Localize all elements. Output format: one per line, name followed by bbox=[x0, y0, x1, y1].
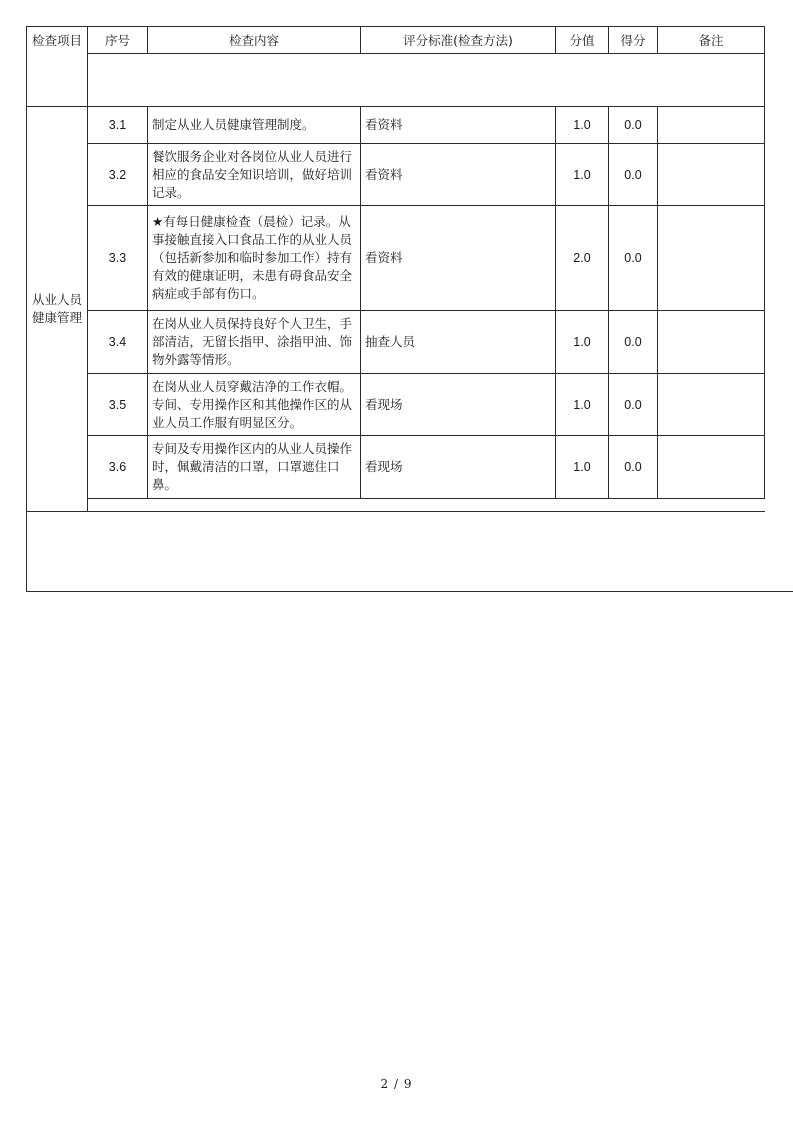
table-row-remark[interactable] bbox=[658, 374, 764, 435]
table-row-method bbox=[361, 206, 555, 310]
row-content-text: ★有每日健康检查（晨检）记录。从事接触直接入口食品工作的从业人员（包括新参加和临时参加工作）持有有效的健康证明，未患有碍食品安全病症或手部有伤口。 bbox=[152, 214, 353, 301]
row-number: 3.1 bbox=[108, 118, 127, 132]
header-label: 得分 bbox=[620, 33, 646, 48]
table-row-score-value bbox=[556, 144, 608, 205]
group-label-line: 从业人员 bbox=[31, 292, 82, 307]
header-label: 序号 bbox=[104, 33, 130, 48]
header-cell-method bbox=[361, 27, 555, 53]
header-row-divider bbox=[87, 53, 765, 54]
header-label: 分值 bbox=[569, 33, 595, 48]
table-row-content bbox=[148, 144, 360, 205]
table-row-method bbox=[361, 144, 555, 205]
header-label: 备注 bbox=[698, 33, 724, 48]
row-content-text: 专间及专用操作区内的从业人员操作时，佩戴清洁的口罩，口罩遮住口鼻。 bbox=[152, 441, 353, 492]
table-row-score-value bbox=[556, 436, 608, 498]
header-cell-score bbox=[609, 27, 657, 53]
table-row-no bbox=[88, 107, 147, 143]
row-score-value: 1.0 bbox=[573, 397, 591, 412]
table-row-content bbox=[148, 206, 360, 310]
table-border-right bbox=[764, 26, 765, 499]
header-cell-content bbox=[148, 27, 360, 53]
row-content-text: 在岗从业人员保持良好个人卫生，手部清洁，无留长指甲、涂指甲油、饰物外露等情形。 bbox=[152, 316, 353, 367]
row-method-text: 看现场 bbox=[365, 396, 403, 412]
row-score-value: 1.0 bbox=[573, 167, 591, 182]
row-number: 3.4 bbox=[108, 335, 127, 349]
table-row-no bbox=[88, 206, 147, 310]
group-label-cell bbox=[27, 107, 87, 511]
table-row-no bbox=[88, 144, 147, 205]
group-label-line: 健康管理 bbox=[31, 310, 82, 325]
row-number: 3.3 bbox=[108, 251, 127, 265]
header-cell-score-value bbox=[556, 27, 608, 53]
table-row-method bbox=[361, 107, 555, 143]
row-score-value: 1.0 bbox=[573, 118, 591, 132]
table-row-content bbox=[148, 107, 360, 143]
header-label: 检查内容 bbox=[228, 33, 279, 48]
row-score: 0.0 bbox=[624, 460, 642, 474]
row-number: 3.6 bbox=[108, 460, 127, 474]
table-row-method bbox=[361, 436, 555, 498]
table-row-content bbox=[148, 374, 360, 435]
row-score: 0.0 bbox=[624, 167, 642, 182]
table-row-method bbox=[361, 374, 555, 435]
row-score-value: 1.0 bbox=[573, 335, 591, 349]
table-row-no bbox=[88, 436, 147, 498]
row-method-text: 看资料 bbox=[365, 250, 403, 265]
row-divider bbox=[87, 498, 765, 499]
table-row-method bbox=[361, 311, 555, 373]
header-cell-no bbox=[88, 27, 147, 53]
row-content-text: 制定从业人员健康管理制度。 bbox=[152, 117, 315, 132]
table-row-no bbox=[88, 311, 147, 373]
table-row-score-value bbox=[556, 107, 608, 143]
row-score-value: 2.0 bbox=[573, 251, 591, 265]
table-row-content bbox=[148, 311, 360, 373]
table-row-no bbox=[88, 374, 147, 435]
table-row-remark[interactable] bbox=[658, 436, 764, 498]
row-number: 3.5 bbox=[108, 397, 127, 412]
table-row-score-value bbox=[556, 206, 608, 310]
row-content-text: 在岗从业人员穿戴洁净的工作衣帽。专间、专用操作区和其他操作区的从业人员工作服有明显区分。 bbox=[152, 378, 353, 430]
table-border-bottom bbox=[26, 591, 793, 592]
table-row-score-value bbox=[556, 374, 608, 435]
row-divider bbox=[26, 511, 765, 512]
table-row-score bbox=[609, 374, 657, 435]
header-cell-remark bbox=[658, 27, 764, 53]
table-row-score bbox=[609, 436, 657, 498]
row-method-text: 抽查人员 bbox=[365, 334, 416, 349]
row-score: 0.0 bbox=[624, 251, 642, 265]
table-row-remark[interactable] bbox=[658, 144, 764, 205]
table-row-score bbox=[609, 206, 657, 310]
header-label: 检查项目 bbox=[31, 33, 82, 48]
table-row-score-value bbox=[556, 311, 608, 373]
row-score-value: 1.0 bbox=[573, 460, 591, 474]
table-row-score bbox=[609, 144, 657, 205]
row-score: 0.0 bbox=[624, 335, 642, 349]
row-method-text: 看资料 bbox=[365, 117, 403, 132]
table-row-content bbox=[148, 436, 360, 498]
table-row-remark[interactable] bbox=[658, 107, 764, 143]
header-label: 评分标准(检查方法) bbox=[403, 33, 513, 48]
header-cell-item bbox=[27, 27, 87, 53]
table-row-score bbox=[609, 311, 657, 373]
row-content-text: 餐饮服务企业对各岗位从业人员进行相应的食品安全知识培训，做好培训记录。 bbox=[152, 148, 353, 200]
row-score: 0.0 bbox=[624, 118, 642, 132]
row-score: 0.0 bbox=[624, 397, 642, 412]
row-number: 3.2 bbox=[108, 167, 127, 182]
table-row-score bbox=[609, 107, 657, 143]
table-row-remark[interactable] bbox=[658, 311, 764, 373]
row-method-text: 看资料 bbox=[365, 166, 403, 182]
table-row-remark[interactable] bbox=[658, 206, 764, 310]
row-method-text: 看现场 bbox=[365, 459, 403, 474]
page-number: 2 / 9 bbox=[380, 1077, 413, 1091]
